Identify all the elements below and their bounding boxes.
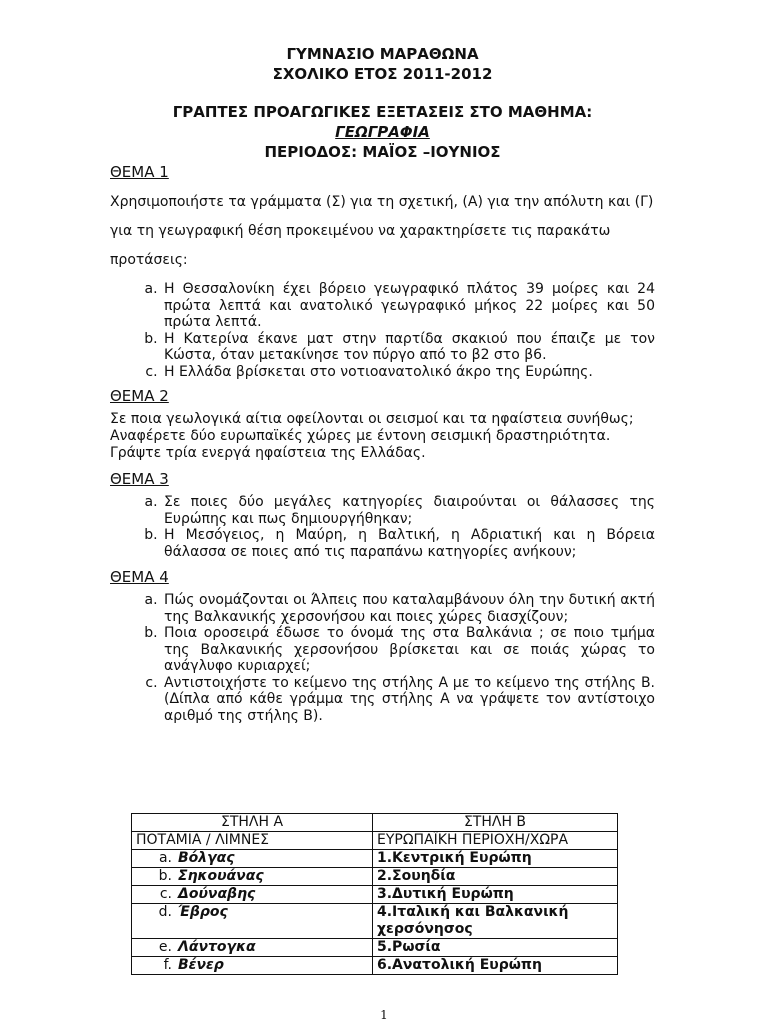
region-name: 4.Ιταλική και Βαλκανική χερσόνησος — [373, 904, 618, 939]
river-name: Βένερ — [178, 957, 224, 973]
subject-title: ΓΕΩΓΡΑΦΙΑ — [335, 123, 430, 141]
document-page — [110, 44, 655, 724]
list-item: b. Η Κατερίνα έκανε ματ στην παρτίδα σκακιού που έπαιζε με τον Κώστα, όταν μετακίνησε τον πύργο από το β2 στο β6. — [162, 331, 655, 364]
row-label: a. — [158, 850, 172, 866]
exam-title: ΓΡΑΠΤΕΣ ΠΡΟΑΓΩΓΙΚΕΣ ΕΞΕΤΑΣΕΙΣ ΣΤΟ ΜΑΘΗΜΑ: — [172, 103, 593, 121]
region-name: 1.Κεντρική Ευρώπη — [373, 850, 618, 868]
list-item: b. Η Μεσόγειος, η Μαύρη, η Βαλτική, η Αδριατική και η Βόρεια θάλασσα σε ποιες από τις παραπάνω κατηγορίες ανήκουν; — [162, 527, 655, 560]
region-name: 5.Ρωσία — [373, 939, 618, 957]
list-item: c. Αντιστοιχήστε το κείμενο της στήλης Α με το κείμενο της στήλης Β. (Δίπλα από κάθε γράμμα της στήλης Α να γράψετε τον αντίστοιχο αριθμό της στήλης Β). — [162, 675, 655, 725]
river-name: Έβρος — [178, 904, 228, 920]
row-label: e. — [158, 939, 172, 955]
theme4-title: ΘΕΜΑ 4 — [110, 568, 169, 586]
table-row — [132, 868, 618, 886]
river-name: Βόλγας — [178, 850, 235, 866]
row-label: c. — [159, 886, 172, 902]
list-item: a. Σε ποιες δύο μεγάλες κατηγορίες διαιρούνται οι θάλασσες της Ευρώπης και πως δημιουργήθηκαν; — [162, 494, 655, 527]
theme4-list — [110, 592, 655, 724]
region-name: 2.Σουηδία — [373, 868, 618, 886]
list-item: b. Ποια οροσειρά έδωσε το όνομά της στα Βαλκάνια ; σε ποιο τμήμα της Βαλκανικής χερσονήσου βρίσκεται και σε ποιάς χώρας το ανάγλυφο κυριαρχεί; — [162, 625, 655, 675]
school-year: ΣΧΟΛΙΚΟ ΕΤΟΣ 2011-2012 — [272, 65, 493, 83]
region-name: 6.Ανατολική Ευρώπη — [373, 957, 618, 975]
row-label: f. — [163, 957, 172, 973]
river-name: Λάντογκα — [178, 939, 256, 955]
river-name: Δούναβης — [178, 886, 256, 902]
table-row — [132, 886, 618, 904]
table-row — [132, 957, 618, 975]
column-a-subtitle: ΠΟΤΑΜΙΑ / ΛΙΜΝΕΣ — [132, 832, 373, 850]
list-item: a. Η Θεσσαλονίκη έχει βόρειο γεωγραφικό πλάτος 39 μοίρες και 24 πρώτα λεπτά και ανατολικό γεωγραφικό μήκος 22 μοίρες και 50 πρώτα λεπτά. — [162, 281, 655, 331]
table-row — [132, 850, 618, 868]
table-row — [132, 939, 618, 957]
page-number: 1 — [380, 1008, 388, 1022]
theme3-title: ΘΕΜΑ 3 — [110, 470, 169, 488]
theme1-intro: Χρησιμοποιήστε τα γράμματα (Σ) για τη σχετική, (Α) για την απόλυτη και (Γ) για τη γεωγραφική θέση προκειμένου να χαρακτηρίσετε τις παρακάτω προτάσεις: — [110, 194, 654, 268]
list-item: c. Η Ελλάδα βρίσκεται στο νοτιοανατολικό άκρο της Ευρώπης. — [162, 364, 655, 381]
matching-table — [131, 813, 618, 975]
theme2-text: Σε ποια γεωλογικά αίτια οφείλονται οι σεισμοί και τα ηφαίστεια συνήθως; Αναφέρετε δύο ευρωπαϊκές χώρες με έντονη σεισμική δραστηριότητα. Γράψτε τρία ενεργά ηφαίστεια της Ελλάδας. — [110, 411, 634, 461]
exam-period: ΠΕΡΙΟΔΟΣ: ΜΑΪΟΣ –ΙΟΥΝΙΟΣ — [264, 143, 501, 161]
table-row — [132, 904, 618, 939]
theme1-list — [110, 281, 655, 380]
theme1-title: ΘΕΜΑ 1 — [110, 163, 169, 181]
row-label: d. — [158, 904, 172, 920]
school-name: ΓΥΜΝΑΣΙΟ ΜΑΡΑΘΩΝΑ — [286, 45, 479, 63]
document-header — [110, 44, 655, 162]
row-label: b. — [158, 868, 172, 884]
column-b-subtitle: ΕΥΡΩΠΑΪΚΗ ΠΕΡΙΟΧΗ/ΧΩΡΑ — [373, 832, 618, 850]
theme2-title: ΘΕΜΑ 2 — [110, 387, 169, 405]
column-a-title: ΣΤΗΛΗ Α — [132, 814, 373, 832]
table-subheader-row — [132, 832, 618, 850]
theme3-list — [110, 494, 655, 560]
column-b-title: ΣΤΗΛΗ Β — [373, 814, 618, 832]
region-name: 3.Δυτική Ευρώπη — [373, 886, 618, 904]
table-header-row — [132, 814, 618, 832]
list-item: a. Πώς ονομάζονται οι Άλπεις που καταλαμβάνουν όλη την δυτική ακτή της Βαλκανικής χερσονήσου και ποιες χώρες διασχίζουν; — [162, 592, 655, 625]
river-name: Σηκουάνας — [178, 868, 264, 884]
